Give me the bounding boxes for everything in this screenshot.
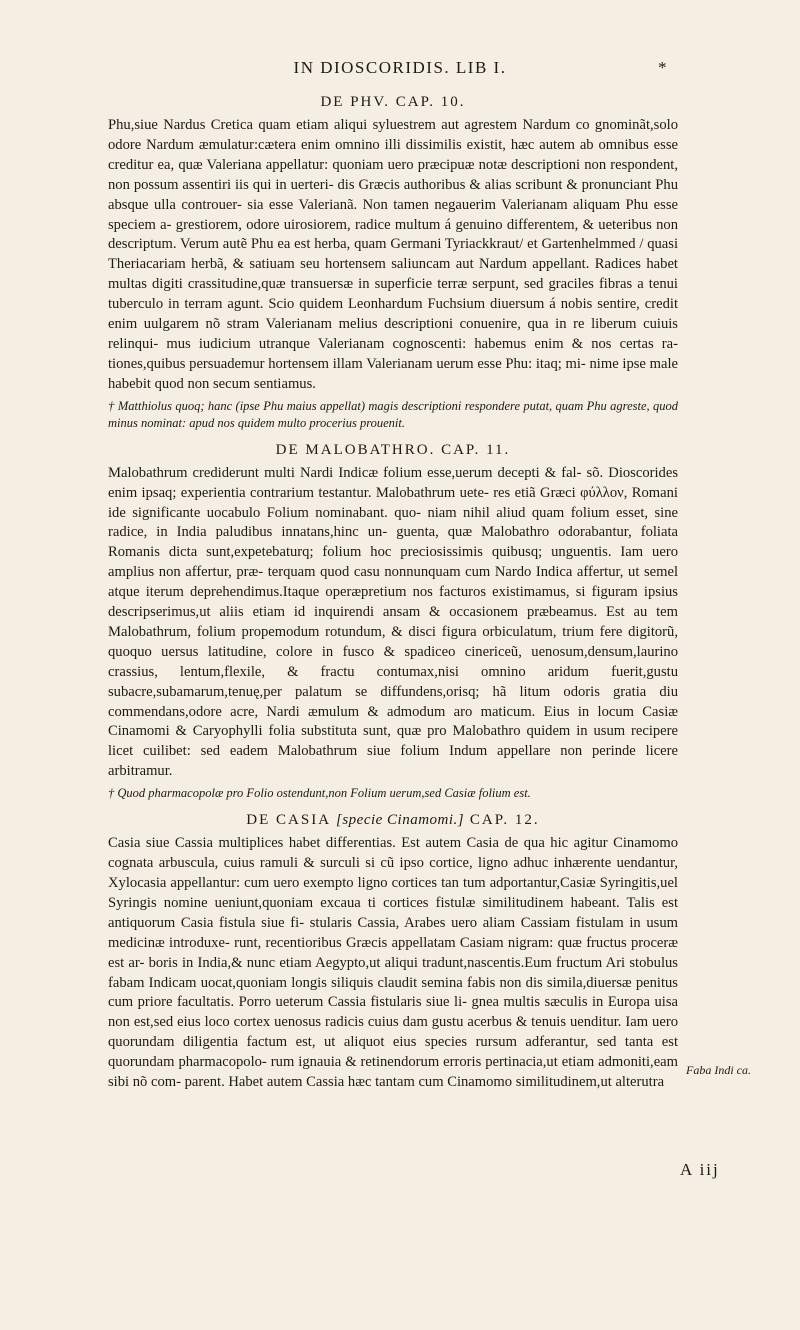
casia-heading-title: DE CASIA [246, 812, 331, 829]
casia-heading-subtitle: [specie Cinamomi.] [335, 812, 465, 829]
chapter-heading-casia [108, 812, 678, 829]
chapter-heading-phu: DE PHV. CAP. 10. [320, 94, 466, 110]
annotation-malobathrum: † Quod pharmacopolæ pro Folio ostendunt,non Folium uerum,sed Casiæ folium est. [108, 786, 531, 801]
text-block [108, 84, 678, 1093]
running-head [0, 58, 800, 82]
margin-note: Faba Indi ca. [686, 1063, 751, 1077]
chapter-body-malobathrum: Malobathrum crediderunt multi Nardi Indicæ folium esse,uerum decepti & fal- sõ. Dioscorides enim ipsaq; experientia contrarium testantur. Malobathrum uete- res etiã Græci φύλλον, Romani ide significante uocabulo Folium nominabant. quo- niam nihil aliud quam folium esset, sine radice, in India paludibus innatans,hinc un- guenta, quæ Malobathro odorabantur, foliata Romanis dicta sunt,expetebaturq; folium hoc preciosissimis quibusq; unguentis. Iam uero amplius non affertur, præ- terquam quod casu nonnunquam cum Nardo Indica affertur, ut semel atque iterum deprehendimus.Itaque operæpretium nos facturos existimamus, si figuram ipsius descripserimus,ut aliis etiam id inquirendi ansam & occasionem præbeamus. Est au tem Malobathrum, folium propemodum rotundum, & disci figura orbiculatum, trium fere digitorũ, quoquo uersus latitudine, colore in fusco & spadiceo cinericeũ, uenosum,densum,laurino crassius, lentum,flexile, & fractu contumax,nisi omnino aridum fuerit,gustu subacre,subamarum,tenuę,per palatum se diffundens,orisq; hã litum odoris gratia diu commendans,odore acre, Nardi æmulum & admodum aro maticum. Eius in locum Casiæ Cinamomi & Caryophylli folia substituta sunt, quæ pro Malobathro quidem in usum recipere licet cuilibet: sed eadem Malobathrum siue folium Indum appellare non perinde licere arbitramur. [108, 464, 678, 780]
running-head-title: IN DIOSCORIDIS. LIB I. [293, 58, 507, 77]
chapter-body-casia: Casia siue Cassia multiplices habet differentias. Est autem Casia de qua hic agitur Cinamomo cognata arbuscula, cuius ramuli & surculi si cũ ipso cortice, ligno adhuc inhærente uendantur, Xylocasia appellantur: cum uero exempto ligno cortices tan tum adportantur,Casiæ Syringitis,uel Syringis nomine ueniunt,quoniam excaua ti cortices fistulæ similitudinem habeant. Talis est antiquorum Casia fistula siue fi- stularis Cassia, Arabes uero aliam Cassiam fistulam in usum medicinæ introduxe- runt, recentioribus Græcis appellatam Casiam nigram: quæ fructus proceræ est ar- boris in India,& nunc etiam Aegypto,ut aliqui tradunt,nascentis.Eum fructum Ari stobulus fabam Indicam uocat,quoniam longis siliquis claudit semina fabis non dis simila,diuersæ penitus cum priore facultatis. Porro ueterum Cassia fistularis siue li- gnea multis sæculis in Europa uisa non est,sed eius loco cortex uenosus radicis cuius dam gustu acerbus & tenuis uenditur. Iam uero quorundam diligentia factum est, ut aliquot eius species rursum adferantur, sed tanta est quorundam pharmacopolo- rum ignauia & retinendorum erroris pertinacia,ut etiam admoniti,eam sibi nõ com- parent. Habet autem Cassia hæc tantam cum Cinamomo similitudinem,ut alterutra [108, 835, 678, 1091]
page-mark: * [658, 58, 668, 77]
annotation-phu: † Matthiolus quoq; hanc (ipse Phu maius appellat) magis descriptioni respondere putat, quam Phu agreste, quod minus nominat: apud nos quidem multo procerius prouenit. [108, 398, 678, 430]
casia-heading-chapter: CAP. 12. [469, 812, 540, 829]
signature-mark: A iij [680, 1160, 720, 1179]
chapter-body-phu: Phu,siue Nardus Cretica quam etiam aliqui syluestrem aut agrestem Nardum co gnominãt,solo odore Nardum æmulatur:cætera enim omnino illi dissimilis existit, hæc autem ab omnibus esse creditur ea, quæ Valeriana appellatur: quoniam uero præcipuæ notæ descriptioni non respondent, non possum assentiri iis qui in uerteri- dis Græcis authoribus & alias scribunt & pronunciant Phu absque ulla controuer- sia esse Valerianã. Non tamen negauerim Valerianam aliquam Phu esse speciem a- grestiorem, odore uirosiorem, radice multum á genuino differentem, & ueteribus non descriptum. Verum autẽ Phu ea est herba, quam Germani Tyriackkraut/ et Gartenhelmmed / quasi Theriacariam herbã, & satiuam seu hortensem saliuncam aut Nardum appellant. Radices habet multas digiti crassitudine,quæ transuersæ in superficie terræ serpunt, sed graciles fibras a tenui tuberculo in terram agunt. Scio quidem Leonhardum Fuchsium diuersum á nobis sentire, credit enim uulgarem nõ stram Valerianam melius descriptioni conuenire, qua in re liberum cuiuis relinqui- mus iudicium utranque Valerianam cognoscenti: habemus enim & nos certas ra- tiones,quibus persuademur hortensem illam Valerianam uerum esse Phu: itaq; mi- nime ipse male habebit quod non secum sentiamus. [108, 117, 678, 392]
chapter-heading-malobathrum: DE MALOBATHRO. CAP. 11. [275, 441, 511, 458]
